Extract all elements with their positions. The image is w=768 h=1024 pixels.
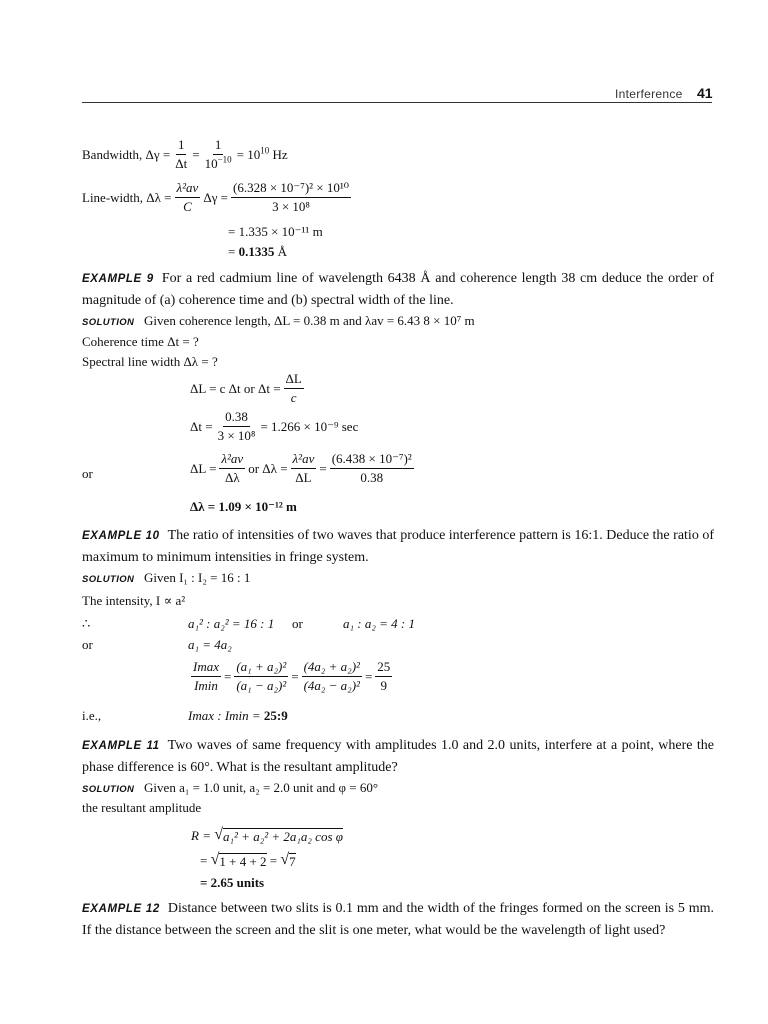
- bandwidth-result: = $10^{10}$ Hz: [236, 145, 288, 163]
- example-12-label: EXAMPLE 12: [82, 903, 160, 915]
- example-9-solution: [82, 314, 475, 328]
- fraction: $\frac{25}{9}$: [377, 659, 391, 694]
- example-10-equation-3: $\frac{Imax}{Imin}$ = $\frac{\text{(a₁ + a₂)²}}{\text{(a₁ − a₂)²}}$ = $\frac{\text{(4a₂ + a₂)²}}{\text{(4a₂ − a₂)²}}$ = $\frac{25}{9}$: [193, 659, 391, 694]
- chapter-title: Interference: [615, 87, 683, 101]
- example-10-solution: [82, 571, 250, 585]
- fraction-numerator: (6.328 × 10⁻⁷)² × 10¹⁰: [231, 181, 351, 198]
- example-9-statement: [82, 268, 714, 312]
- example-9-or: or: [82, 466, 93, 481]
- linewidth-delta-gamma: Δγ =: [203, 190, 229, 206]
- solution-given: Given coherence length, ΔL = 0.38 m and λav = 6.43 8 × 10⁷ m: [144, 313, 475, 328]
- example-9-equation-3: ΔL = $\frac{\text{λ²av}}{\Delta\lambda}$ or Δλ = $\frac{\text{λ²av}}{\Delta L}$ = $\frac{\text{(6.438 × 10⁻⁷)²}}{0.38}$: [190, 451, 412, 486]
- fraction-numerator: 1: [213, 138, 224, 155]
- fraction: $\frac{\text{(a₁ + a₂)²}}{\text{(a₁ − a₂)²}}$: [236, 659, 287, 694]
- example-9-line-2: Coherence time Δt = ?: [82, 334, 199, 349]
- linewidth-result: = 0.1335 Å: [228, 244, 287, 259]
- fraction: $\frac{0.38}{\text{3 × 10⁸}}$: [217, 409, 256, 444]
- bandwidth-fraction-2: [203, 138, 234, 172]
- linewidth-fraction-1: [175, 181, 201, 215]
- example-11-equation-2: = √ 1 + 4 + 2 = √ 7: [200, 851, 296, 869]
- example-10-result: Imax : Imin = 25:9: [188, 708, 288, 723]
- example-10-line-2: The intensity, I ∝ a²: [82, 593, 186, 608]
- example-11-statement: [82, 735, 714, 779]
- example-12-text: Distance between two slits is 0.1 mm and the width of the fringes formed on the screen is 5 mm. If the distance between the screen and the slit is one meter, what would be the wavelength of light used?: [82, 901, 715, 938]
- example-10-or-inline: or: [292, 616, 303, 631]
- example-10-equation-1-right: a₁ : a₂ = 4 : 1: [343, 616, 415, 631]
- linewidth-label: Line-width, Δλ =: [82, 190, 172, 206]
- solution-given: Given a₁ = 1.0 unit, a₂ = 2.0 unit and φ = 60°: [144, 780, 379, 795]
- bandwidth-fraction-1: [173, 138, 189, 172]
- solution-given: Given I₁ : I₂ = 16 : 1: [144, 570, 251, 585]
- example-10-statement: [82, 525, 714, 569]
- solution-label: SOLUTION: [82, 784, 135, 795]
- example-11-line-2: the resultant amplitude: [82, 800, 202, 815]
- fraction: $\frac{\Delta L}{c}$: [285, 371, 302, 406]
- fraction: $\frac{\text{(6.438 × 10⁻⁷)²}}{0.38}$: [331, 451, 412, 486]
- fraction-numerator: 1: [176, 138, 187, 155]
- example-9-label: EXAMPLE 9: [82, 273, 154, 285]
- example-10-label: EXAMPLE 10: [82, 530, 160, 542]
- example-11-label: EXAMPLE 11: [82, 740, 160, 752]
- solution-label: SOLUTION: [82, 317, 135, 328]
- ie-label: i.e.,: [82, 708, 102, 723]
- fraction-denominator: $10^{-10}$: [204, 154, 232, 172]
- header-rule: [82, 102, 712, 103]
- fraction: $\frac{Imax}{Imin}$: [193, 659, 219, 694]
- fraction-denominator: C: [183, 199, 192, 215]
- example-9-text: For a red cadmium line of wavelength 6438 Å and coherence length 38 cm deduce the order of magnitude of (a) coherence time and (b) spectral width of the line.: [82, 271, 714, 308]
- example-10-equation-2: a₁ = 4a₂: [188, 637, 232, 652]
- example-9-equation-1: ΔL = c Δt or Δt = $\frac{\Delta L}{c}$: [190, 371, 302, 406]
- linewidth-equation: [82, 181, 354, 215]
- example-11-equation-1: R = √ a₁² + a₂² + 2a₁a₂ cos φ: [191, 826, 343, 844]
- fraction: $\frac{\text{λ²av}}{\Delta\lambda}$: [221, 451, 244, 486]
- sqrt-sign: √: [280, 851, 290, 868]
- fraction-denominator: Δt: [175, 156, 188, 172]
- example-10-equation-1: a₁² : a₂² = 16 : 1: [188, 616, 275, 631]
- example-10-or: or: [82, 637, 93, 652]
- bandwidth-equation: Bandwidth, Δγ = $\frac{1}{\Delta t}$ = $\frac{1}{10^{-10}}$ = $10^{10}$ Hz: [82, 137, 288, 172]
- example-9-line-3: Spectral line width Δλ = ?: [82, 354, 218, 369]
- example-11-text: Two waves of same frequency with amplitudes 1.0 and 2.0 units, interfere at a point, where the phase difference is 60°. What is the resultant amplitude?: [82, 738, 714, 775]
- example-11-solution: [82, 781, 378, 795]
- example-11-result: = 2.65 units: [200, 875, 265, 890]
- sqrt-sign: √: [210, 851, 220, 868]
- linewidth-step-1: = 1.335 × 10⁻¹¹ m: [228, 224, 323, 239]
- sqrt-sign: √: [214, 826, 223, 843]
- fraction: $\frac{\text{(4a₂ + a₂)²}}{\text{(4a₂ − a₂)²}}$: [303, 659, 360, 694]
- linewidth-fraction-2: [231, 181, 351, 215]
- fraction-denominator: 3 × 10⁸: [272, 199, 310, 215]
- solution-label: SOLUTION: [82, 574, 135, 585]
- example-9-result: Δλ = 1.09 × 10⁻¹² m: [190, 499, 297, 514]
- bandwidth-label: Bandwidth, Δγ =: [82, 147, 171, 163]
- therefore-symbol: ∴: [82, 616, 91, 631]
- example-9-equation-2: Δt = $\frac{0.38}{\text{3 × 10⁸}}$ = 1.266 × 10⁻⁹ sec: [190, 409, 359, 444]
- fraction-numerator: λ²av: [175, 181, 201, 198]
- page-number: 41: [697, 85, 713, 101]
- example-12-statement: [82, 898, 714, 942]
- fraction: $\frac{\text{λ²av}}{\Delta L}$: [292, 451, 315, 486]
- example-10-text: The ratio of intensities of two waves that produce interference pattern is 16:1. Deduce the ratio of maximum to minimum intensities in fringe system.: [82, 528, 714, 565]
